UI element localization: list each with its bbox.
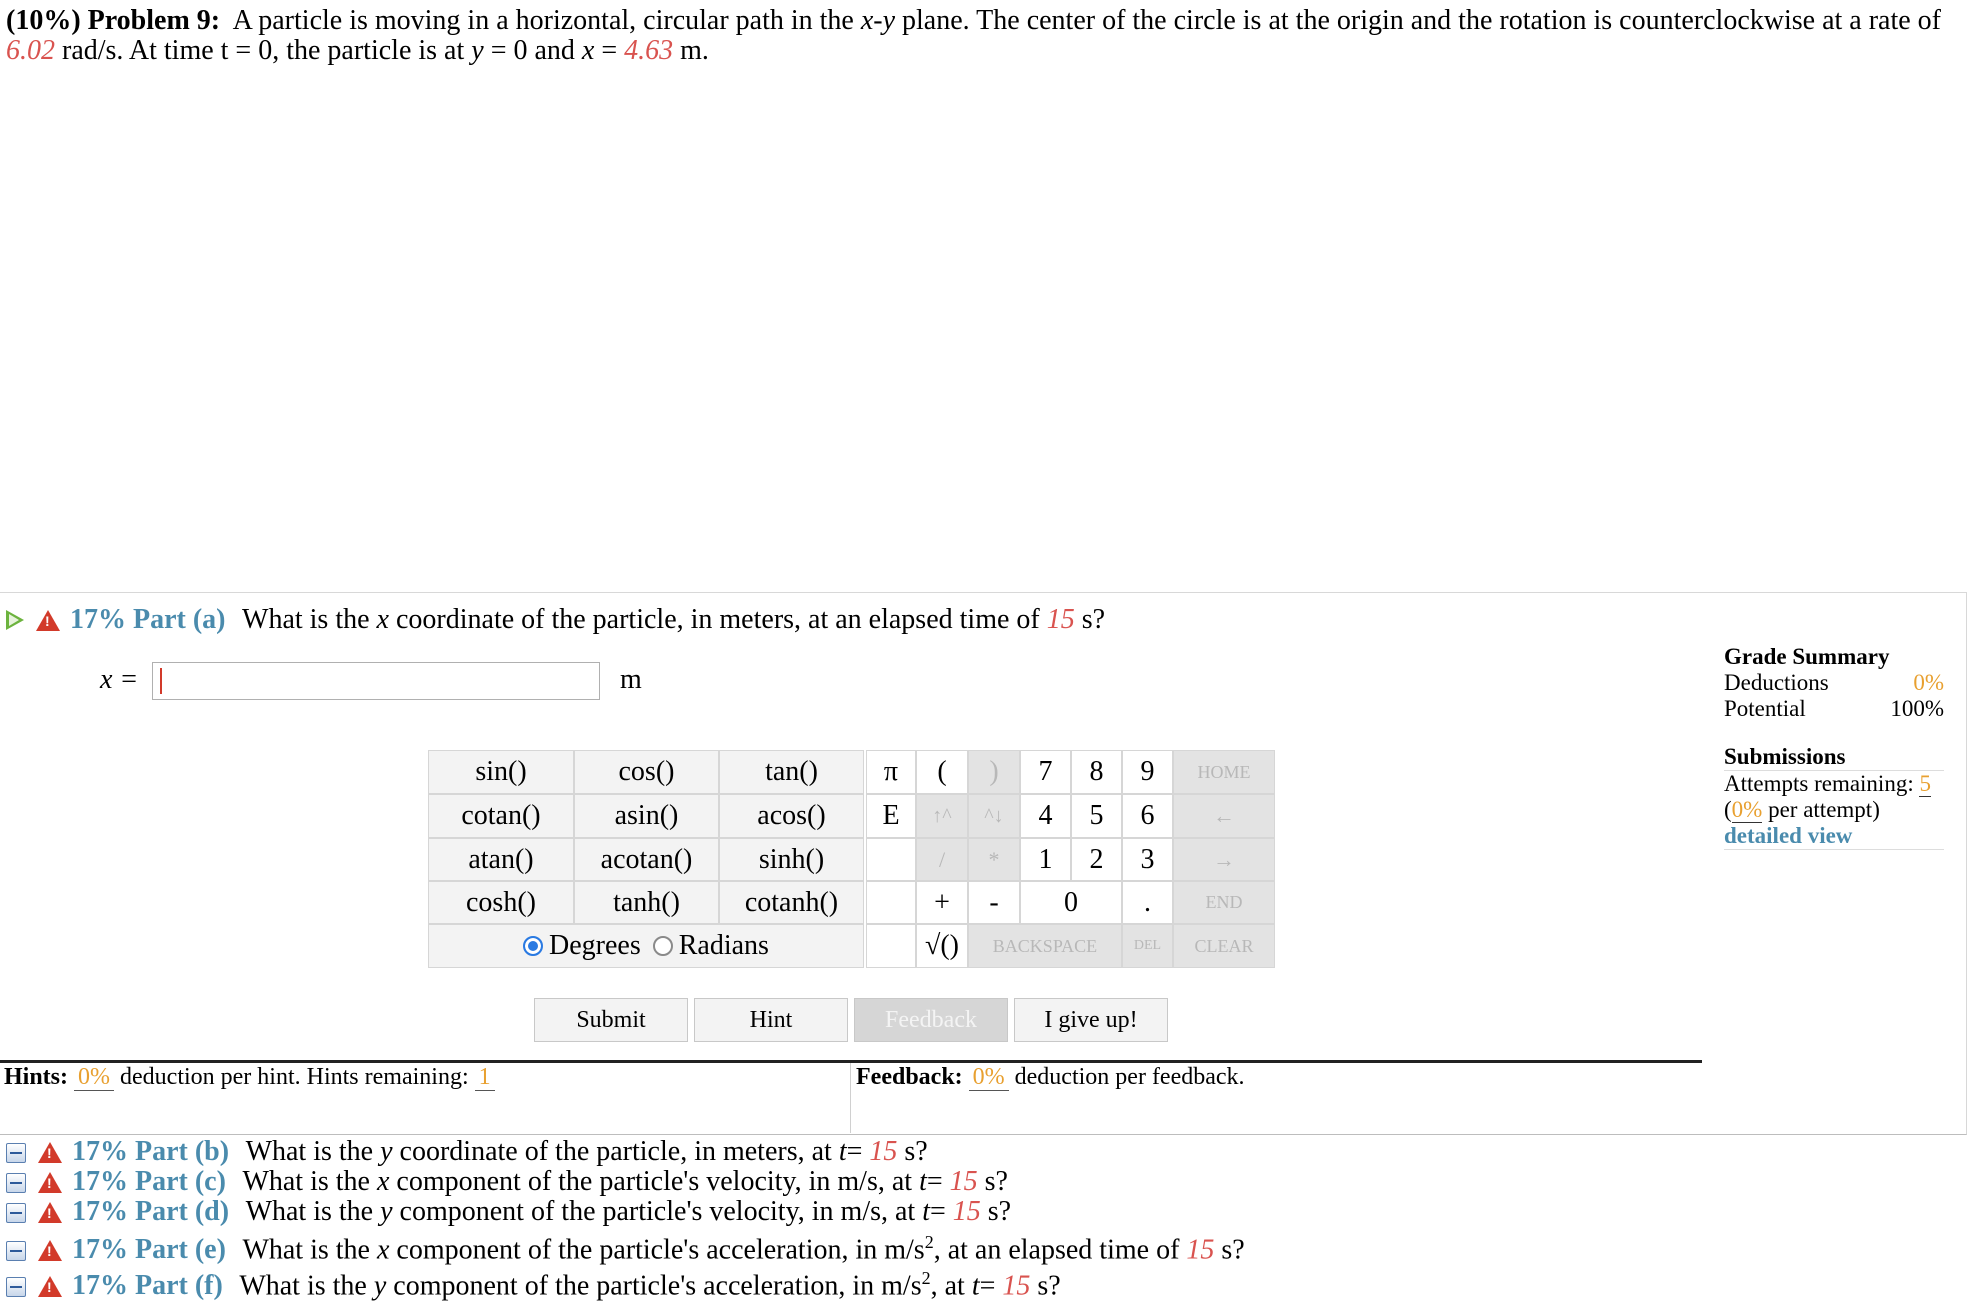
potential-value: 100% [1890, 696, 1944, 721]
per-attempt-text: per attempt) [1768, 797, 1880, 822]
part-e-q2: component of the particle's acceleration, in m/s [396, 1234, 925, 1266]
key-end[interactable]: END [1173, 881, 1275, 924]
part-f-var: y [373, 1270, 387, 1302]
feedback-label: Feedback: [856, 1064, 963, 1090]
key-atan[interactable]: atan() [428, 838, 574, 881]
hints-label: Hints: [4, 1064, 69, 1090]
key-left-arrow[interactable]: ← [1173, 794, 1275, 838]
problem-statement [6, 6, 1956, 66]
part-e-var: x [376, 1234, 390, 1266]
key-cotan[interactable]: cotan() [428, 794, 574, 838]
key-backspace[interactable]: BACKSPACE [968, 924, 1122, 968]
key-rparen[interactable]: ) [968, 750, 1020, 794]
key-del[interactable]: DEL [1122, 924, 1173, 968]
part-c-q3: s? [984, 1166, 1008, 1197]
part-e-q4: s? [1221, 1234, 1245, 1266]
warning-icon [38, 1240, 62, 1261]
part-e-time: 15 [1186, 1234, 1215, 1266]
warning-icon [38, 1276, 62, 1297]
per-attempt-open: ( [1724, 797, 1732, 822]
part-d-label: 17% Part (d) [72, 1196, 230, 1227]
deductions-label: Deductions [1724, 670, 1829, 695]
part-f-label: 17% Part (f) [72, 1270, 223, 1302]
answer-label [100, 664, 138, 696]
part-f-q1: What is the [239, 1270, 367, 1302]
problem-percent: (10%) [6, 5, 81, 36]
key-asin[interactable]: asin() [574, 794, 719, 838]
part-b-row[interactable] [6, 1136, 928, 1168]
problem-text-4: = 0 and [490, 35, 575, 66]
key-pi[interactable]: π [866, 750, 916, 794]
play-icon[interactable] [6, 610, 24, 630]
hints-deduction: 0% [74, 1064, 114, 1091]
warning-icon [36, 610, 60, 631]
key-2[interactable]: 2 [1071, 838, 1122, 881]
feedback-deduction: 0% [969, 1064, 1009, 1091]
angle-mode-selector [428, 924, 864, 968]
part-b-q1: What is the [245, 1136, 374, 1167]
key-acotan[interactable]: acotan() [574, 838, 719, 881]
key-down[interactable]: ^↓ [968, 794, 1020, 838]
radians-radio[interactable] [653, 936, 673, 956]
part-f-time: 15 [1002, 1270, 1031, 1302]
key-dot[interactable]: . [1122, 881, 1173, 924]
key-tanh[interactable]: tanh() [574, 881, 719, 924]
part-a-label: 17% Part (a) [70, 604, 226, 635]
part-c-q2: component of the particle's velocity, in m/s, at [396, 1166, 913, 1197]
give-up-button[interactable]: I give up! [1014, 998, 1168, 1042]
degrees-label: Degrees [549, 930, 641, 961]
grade-summary [1724, 644, 1944, 850]
feedback-button[interactable]: Feedback [854, 998, 1008, 1042]
answer-input[interactable] [152, 662, 600, 700]
attempts-row [1724, 771, 1944, 797]
attempts-value: 5 [1919, 771, 1931, 796]
submit-button[interactable]: Submit [534, 998, 688, 1042]
part-e-q1: What is the [242, 1234, 370, 1266]
key-e[interactable]: E [866, 794, 916, 838]
per-attempt-row [1724, 797, 1944, 823]
potential-label: Potential [1724, 696, 1806, 721]
radians-label: Radians [678, 930, 769, 961]
submissions-title: Submissions [1724, 744, 1944, 771]
part-d-q1: What is the [245, 1196, 374, 1227]
expand-icon[interactable] [6, 1203, 26, 1223]
part-c-label: 17% Part (c) [72, 1166, 226, 1197]
part-b-q2: coordinate of the particle, in meters, at [399, 1136, 832, 1167]
part-d-eq: = [929, 1196, 946, 1227]
part-e-label: 17% Part (e) [72, 1234, 226, 1266]
part-f-q3: , at [930, 1270, 965, 1302]
expand-icon[interactable] [6, 1241, 26, 1261]
key-up[interactable]: ↑^ [916, 794, 968, 838]
hints-remaining: 1 [475, 1064, 495, 1091]
answer-label-text: x = [100, 664, 139, 695]
part-d-q2: component of the particle's velocity, in m/s, at [399, 1196, 916, 1227]
part-f-eq: = [979, 1270, 996, 1302]
radians-option[interactable] [653, 930, 769, 962]
part-a-time: 15 [1046, 604, 1075, 635]
key-cos[interactable]: cos() [574, 750, 719, 794]
per-attempt-value: 0% [1731, 797, 1763, 822]
feedback-text: deduction per feedback. [1014, 1064, 1245, 1090]
problem-text-1: A particle is moving in a horizontal, circular path in the [232, 5, 854, 36]
key-acos[interactable]: acos() [719, 794, 864, 838]
key-cosh[interactable]: cosh() [428, 881, 574, 924]
part-c-t: t [919, 1166, 927, 1197]
text-caret [160, 668, 162, 694]
part-b-time: 15 [869, 1136, 898, 1167]
expand-icon[interactable] [6, 1143, 26, 1163]
key-right-arrow[interactable]: → [1173, 838, 1275, 881]
part-e-row[interactable] [6, 1232, 1245, 1266]
part-c-row[interactable] [6, 1166, 1008, 1198]
degrees-radio[interactable] [523, 936, 543, 956]
part-f-row[interactable] [6, 1268, 1061, 1302]
key-8[interactable]: 8 [1071, 750, 1122, 794]
key-blank-2 [866, 881, 916, 924]
part-a-q3: s? [1081, 604, 1106, 635]
part-d-row[interactable] [6, 1196, 1011, 1228]
key-home[interactable]: HOME [1173, 750, 1275, 794]
part-d-t: t [922, 1196, 930, 1227]
part-f-sup: 2 [921, 1268, 931, 1288]
part-d-var: y [380, 1196, 393, 1227]
part-a-var: x [376, 604, 389, 635]
problem-text-2: plane. The center of the circle is at the origin and the rotation is counterclockwise at a rate of [902, 5, 1941, 36]
key-cotanh[interactable]: cotanh() [719, 881, 864, 924]
problem-var-x: x [581, 35, 595, 66]
problem-text-5: = [601, 35, 618, 66]
part-c-time: 15 [949, 1166, 978, 1197]
key-7[interactable]: 7 [1020, 750, 1071, 794]
problem-text-3: rad/s. At time t = 0, the particle is at [62, 35, 465, 66]
problem-text-6: m. [680, 35, 709, 66]
degrees-option[interactable] [523, 930, 641, 962]
feedback-info [856, 1064, 1245, 1091]
part-a-q2: coordinate of the particle, in meters, at an elapsed time of [395, 604, 1040, 635]
key-1[interactable]: 1 [1020, 838, 1071, 881]
part-e-sup: 2 [924, 1232, 934, 1252]
part-e-q3: , at an elapsed time of [933, 1234, 1180, 1266]
answer-unit: m [620, 664, 642, 695]
key-5[interactable]: 5 [1071, 794, 1122, 838]
key-6[interactable]: 6 [1122, 794, 1173, 838]
key-slash[interactable]: / [916, 838, 968, 881]
part-a-q1: What is the [242, 604, 370, 635]
key-tan[interactable]: tan() [719, 750, 864, 794]
key-0[interactable]: 0 [1020, 881, 1122, 924]
key-4[interactable]: 4 [1020, 794, 1071, 838]
key-blank-1 [866, 838, 916, 881]
key-lparen[interactable]: ( [916, 750, 968, 794]
key-9[interactable]: 9 [1122, 750, 1173, 794]
part-f-q4: s? [1037, 1270, 1061, 1302]
part-c-eq: = [926, 1166, 943, 1197]
part-c-q1: What is the [242, 1166, 370, 1197]
part-d-q3: s? [987, 1196, 1012, 1227]
warning-icon [38, 1172, 62, 1193]
detailed-view-link[interactable]: detailed view [1724, 823, 1853, 848]
part-f-q2: component of the particle's acceleration, in m/s [393, 1270, 922, 1302]
part-a-header [6, 604, 1105, 636]
part-b-t: t [838, 1136, 847, 1167]
problem-var-xy: x-y [860, 5, 896, 36]
warning-icon [38, 1202, 62, 1223]
key-blank-3 [866, 924, 916, 968]
grade-summary-title: Grade Summary [1724, 644, 1890, 669]
problem-label: Problem 9: [87, 5, 221, 36]
part-b-var: y [380, 1136, 393, 1167]
part-d-time: 15 [952, 1196, 981, 1227]
potential-row [1724, 696, 1944, 722]
key-plus[interactable]: + [916, 881, 968, 924]
part-b-eq: = [846, 1136, 863, 1167]
part-b-label: 17% Part (b) [72, 1136, 230, 1167]
warning-icon [38, 1142, 62, 1163]
expand-icon[interactable] [6, 1173, 26, 1193]
deductions-row [1724, 670, 1944, 696]
key-minus[interactable]: - [968, 881, 1020, 924]
key-sqrt[interactable]: √() [916, 924, 968, 968]
problem-var-y: y [471, 35, 484, 66]
key-sinh[interactable]: sinh() [719, 838, 864, 881]
problem-rate: 6.02 [6, 35, 55, 66]
hints-info [4, 1064, 495, 1091]
hints-text: deduction per hint. Hints remaining: [120, 1064, 469, 1090]
key-clear[interactable]: CLEAR [1173, 924, 1275, 968]
part-f-t: t [971, 1270, 980, 1302]
problem-x0: 4.63 [624, 35, 674, 66]
key-sin[interactable]: sin() [428, 750, 574, 794]
part-c-var: x [376, 1166, 390, 1197]
detailed-view-row [1724, 823, 1944, 850]
part-b-q3: s? [904, 1136, 928, 1167]
deductions-value: 0% [1913, 670, 1944, 695]
key-3[interactable]: 3 [1122, 838, 1173, 881]
key-star[interactable]: * [968, 838, 1020, 881]
hint-button[interactable]: Hint [694, 998, 848, 1042]
expand-icon[interactable] [6, 1277, 26, 1297]
attempts-label: Attempts remaining: [1724, 771, 1914, 796]
